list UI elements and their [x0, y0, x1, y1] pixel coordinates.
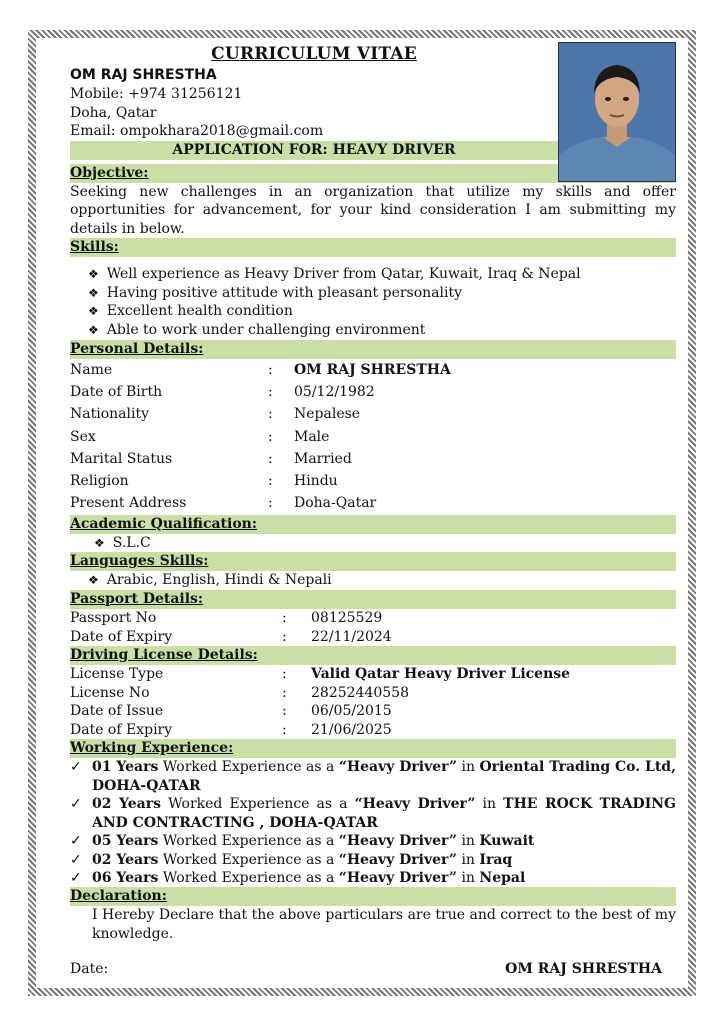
table-row: Marital Status : Married: [70, 450, 352, 467]
page-title: CURRICULUM VITAE: [211, 44, 417, 64]
signature-name: OM RAJ SHRESTHA: [505, 961, 662, 978]
table-row: Present Address : Doha-Qatar: [70, 495, 377, 512]
license-heading: Driving License Details:: [70, 646, 676, 665]
table-row: Religion : Hindu: [70, 473, 338, 490]
academic-heading: Academic Qualification:: [70, 515, 676, 534]
experience-list: [70, 758, 676, 887]
table-row: Date of Expiry : 21/06/2025: [70, 721, 392, 738]
personal-heading: Personal Details:: [70, 340, 676, 359]
skills-list: [70, 265, 676, 339]
list-item: ✓ 02 Years Worked Experience as a “Heavy Driver” in Iraq: [70, 851, 676, 869]
list-item: ❖ Well experience as Heavy Driver from Qatar, Kuwait, Iraq & Nepal: [88, 265, 676, 284]
cv-document: [70, 42, 676, 979]
license-details: [70, 665, 676, 739]
application-banner: APPLICATION FOR: HEAVY DRIVER: [70, 141, 558, 160]
skills-heading: Skills:: [70, 238, 676, 257]
list-item: ❖ Excellent health condition: [88, 302, 676, 321]
languages-list: [70, 571, 676, 590]
table-row: Nationality : Nepalese: [70, 406, 361, 423]
list-item: ✓ 05 Years Worked Experience as a “Heavy Driver” in Kuwait: [70, 832, 676, 850]
table-row: Date of Birth : 05/12/1982: [70, 383, 375, 400]
table-row: License No : 28252440558: [70, 684, 409, 701]
list-item: ❖ Arabic, English, Hindi & Nepali: [88, 571, 676, 590]
table-row: Name : OM RAJ SHRESTHA: [70, 361, 451, 378]
list-item: ✓ 06 Years Worked Experience as a “Heavy Driver” in Nepal: [70, 869, 676, 887]
declaration-text: I Hereby Declare that the above particulars are true and correct to the best of my knowledge.: [92, 907, 676, 943]
email-line: Email: ompokhara2018@gmail.com: [70, 123, 324, 139]
table-row: Date of Issue : 06/05/2015: [70, 703, 392, 720]
mobile-line: Mobile: +974 31256121: [70, 86, 243, 102]
academic-list: [70, 534, 676, 553]
table-row: Passport No : 08125529: [70, 609, 383, 626]
personal-details: [70, 359, 676, 515]
passport-heading: Passport Details:: [70, 590, 676, 609]
profile-photo: [558, 42, 676, 182]
list-item: ❖ S.L.C: [94, 534, 676, 553]
passport-details: [70, 609, 676, 646]
list-item: ❖ Having positive attitude with pleasant personality: [88, 284, 676, 303]
table-row: Sex : Male: [70, 428, 330, 445]
languages-heading: Languages Skills:: [70, 552, 676, 571]
list-item: ❖ Able to work under challenging environment: [88, 321, 676, 340]
date-label: Date:: [70, 961, 109, 978]
objective-heading: Objective:: [70, 164, 676, 183]
candidate-name: OM RAJ SHRESTHA: [70, 67, 217, 83]
list-item: ✓ 01 Years Worked Experience as a “Heavy Driver” in Oriental Trading Co. Ltd, DOHA-QATAR: [70, 758, 676, 795]
signature-row: [70, 960, 676, 979]
table-row: Date of Expiry : 22/11/2024: [70, 628, 392, 645]
table-row: License Type : Valid Qatar Heavy Driver License: [70, 666, 571, 683]
experience-heading: Working Experience:: [70, 739, 676, 758]
declaration-heading: Declaration:: [70, 887, 676, 906]
objective-text: Seeking new challenges in an organization that utilize my skills and offer opportunities for advancement, for your kind consideration I am submitting my details in below.: [70, 183, 676, 237]
list-item: ✓ 02 Years Worked Experience as a “Heavy Driver” in THE ROCK TRADING AND CONTRACTING , DOHA-QATAR: [70, 795, 676, 832]
location-line: Doha, Qatar: [70, 104, 157, 121]
